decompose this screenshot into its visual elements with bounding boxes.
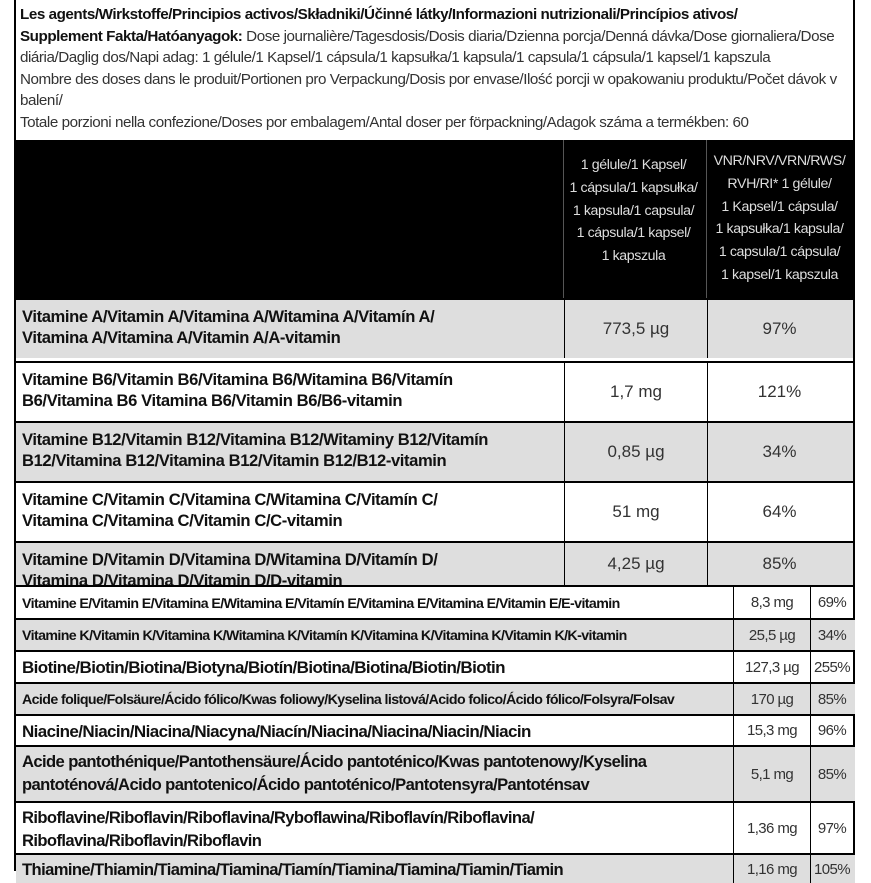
nutrient-row [16, 585, 855, 618]
nutrient-name-line: Acide pantothénique/Pantothensäure/Ácido pantoténico/Kwas pantotenowy/Kyselina [22, 752, 647, 771]
nutrient-amount: 0,85 µg [564, 423, 708, 481]
nutrient-name-line: Vitamina D/Vitamina D/Vitamin D/D-vitamin [22, 571, 343, 590]
nutrient-amount: 1,7 mg [564, 363, 708, 421]
nutrient-name [22, 489, 562, 531]
nutrient-amount: 773,5 µg [564, 300, 708, 358]
nutrient-amount: 127,3 µg [733, 652, 811, 682]
nutrient-name-line: Vitamine B12/Vitamin B12/Vitamina B12/Witaminy B12/Vitamín [22, 430, 489, 449]
nutrient-name [22, 306, 562, 348]
nutrient-name [22, 750, 734, 796]
header-line: 1 cápsula/1 kapsułka/ [569, 179, 698, 196]
nutrient-nrv: 85% [817, 690, 847, 708]
intro-heading: Les agents/Wirkstoffe/Principios activos/Składniki/Účinné látky/Informazioni nutrizionali/Princípios ativos/ [20, 6, 738, 23]
header-line: RVH/RI* 1 gélule/ [727, 175, 832, 192]
nutrient-nrv: 85% [817, 765, 847, 783]
intro-servings-count: Totale porzioni nella confezione/Doses por embalagem/Antal doser per förpackning/Adagok száma a termékben: 60 [20, 113, 749, 131]
nutrient-nrv: 255% [814, 658, 850, 676]
header-line: 1 capsula/1 cápsula/ [718, 244, 841, 261]
nutrient-name-line: Acide folique/Folsäure/Ácido fólico/Kwas foliowy/Kyselina listová/Acido folico/Ácido fólico/Folsyra/Folsav [22, 692, 675, 708]
nutrient-name-line: B12/Vitamina B12/Vitamina B12/Vitamin B12/B12-vitamin [22, 451, 447, 470]
nutrient-amount: 25,5 µg [733, 620, 811, 650]
nutrient-name-line: B6/Vitamina B6 Vitamina B6/Vitamin B6/B6-vitamin [22, 391, 403, 410]
header-line: 1 kapsel/1 kapszula [720, 266, 838, 283]
nutrient-name [22, 721, 734, 743]
nutrient-name-line: pantoténová/Acido pantotenico/Ácido pantoténico/Pantotensyra/Pantoténsav [22, 775, 590, 794]
nutrient-name-line: Vitamine B6/Vitamin B6/Vitamina B6/Witamina B6/Vitamín [22, 370, 453, 389]
nutrient-amount: 4,25 µg [564, 543, 708, 585]
nutrient-row [16, 541, 853, 590]
nutrient-nrv: 69% [817, 594, 847, 611]
nutrient-name-line: Vitamine A/Vitamin A/Vitamina A/Witamina A/Vitamín A/ [22, 307, 435, 326]
nutrient-nrv: 34% [817, 626, 847, 644]
nutrient-row [16, 745, 855, 801]
nutrient-row [16, 801, 855, 853]
nutrient-name [22, 859, 734, 881]
nutrient-name [22, 369, 562, 411]
header-line: 1 cápsula/1 kapsel/ [576, 225, 691, 242]
nutrient-name-line: Vitamine E/Vitamin E/Vitamina E/Witamina E/Vitamín E/Vitamina E/Vitamina E/Vitamin E/E-vitamin [22, 595, 620, 612]
nutrient-name-line: Vitamina C/Vitamina C/Vitamin C/C-vitamin [22, 511, 343, 530]
nutrient-name-line: Vitamine C/Vitamin C/Vitamina C/Witamina C/Vitamín C/ [22, 490, 438, 509]
nutrient-nrv: 96% [817, 722, 847, 739]
nutrient-name [22, 689, 734, 711]
nutrient-amount: 8,3 mg [733, 587, 811, 618]
nutrient-name-line: Thiamine/Thiamin/Tiamina/Tiamina/Tiamín/Tiamina/Tiamina/Tiamin/Tiamin [22, 860, 564, 879]
nutrient-row [16, 361, 853, 421]
nutrient-name [22, 657, 734, 679]
nutrient-nrv: 97% [817, 819, 847, 837]
header-line: 1 Kapsel/1 cápsula/ [721, 198, 838, 215]
nutrient-row [16, 853, 855, 883]
header-line: 1 kapsula/1 capsula/ [572, 202, 695, 219]
nutrient-nrv: 121% [757, 382, 802, 401]
nutrient-nrv: 64% [762, 502, 797, 521]
nutrient-row [16, 421, 853, 481]
nutrient-row [16, 618, 855, 650]
nutrient-row [16, 682, 855, 714]
nutrient-name-line: Niacine/Niacin/Niacina/Niacyna/Niacín/Niacina/Niacina/Niacin/Niacin [22, 721, 531, 741]
nutrient-nrv: 85% [762, 554, 797, 573]
intro-daily-dose: Dose journalière/Tagesdosis/Dosis diaria/Dzienna porcja/Denná dávka/Dose giornaliera/Dose [242, 27, 835, 45]
nutrient-nrv: 34% [762, 442, 797, 461]
nutrient-nrv: 97% [762, 319, 797, 338]
nutrient-name-line: Riboflavina/Riboflavin/Riboflavin [22, 831, 262, 850]
nutrient-amount: 170 µg [733, 684, 811, 714]
nutrient-name-line: Riboflavine/Riboflavin/Riboflavina/Ryboflawina/Riboflavín/Riboflavina/ [22, 808, 535, 827]
nutrient-name-line: Vitamine K/Vitamin K/Vitamina K/Witamina K/Vitamín K/Vitamina K/Vitamina K/Vitamin K/K-vitamin [22, 628, 627, 644]
nutrient-nrv: 105% [814, 860, 850, 878]
nutrient-amount: 51 mg [564, 483, 708, 541]
nutrient-name-line: Vitamina A/Vitamina A/Vitamin A/A-vitamin [22, 328, 341, 347]
nutrient-name-line: Biotine/Biotin/Biotina/Biotyna/Biotín/Biotina/Biotina/Biotin/Biotin [22, 658, 505, 677]
header-line: 1 kapsułka/1 kapsula/ [715, 221, 844, 238]
intro-dose-units: diária/Daglig dos/Napi adag: 1 gélule/1 Kapsel/1 cápsula/1 kapsułka/1 kapsula/1 capsula/1 cápsula/1 kapsel/1 kapszula [20, 49, 771, 66]
header-line: 1 kapszula [601, 248, 666, 265]
nutrient-row [16, 650, 855, 682]
nutrient-name [22, 429, 562, 471]
intro-heading-2: Supplement Fakta/Hatóanyagok: [20, 27, 243, 45]
nutrient-name [22, 806, 734, 852]
header-line: VNR/NRV/VRN/RWS/ [713, 153, 846, 169]
nutrient-name [22, 593, 734, 615]
nutrient-amount: 5,1 mg [733, 747, 811, 801]
nutrient-amount: 1,36 mg [733, 803, 811, 853]
nutrient-amount: 1,16 mg [733, 855, 811, 883]
intro-block [20, 4, 850, 133]
nutrient-name-line: Vitamine D/Vitamin D/Vitamina D/Witamina D/Vitamín D/ [22, 550, 438, 569]
intro-servings-label: Nombre des doses dans le produit/Portionen pro Verpackung/Dosis por envase/Ilość porcji w opakowaniu produktu/Počet dávok v balení/ [20, 70, 837, 109]
header-line: 1 gélule/1 Kapsel/ [580, 157, 687, 173]
nutrient-name [22, 625, 734, 647]
header-nrv [708, 150, 851, 287]
nutrient-row [16, 714, 855, 745]
nutrient-row [16, 481, 853, 541]
header-amount-per-capsule [562, 154, 705, 268]
nutrient-row [16, 298, 853, 358]
nutrient-amount: 15,3 mg [733, 716, 811, 745]
header-divider [706, 140, 707, 298]
